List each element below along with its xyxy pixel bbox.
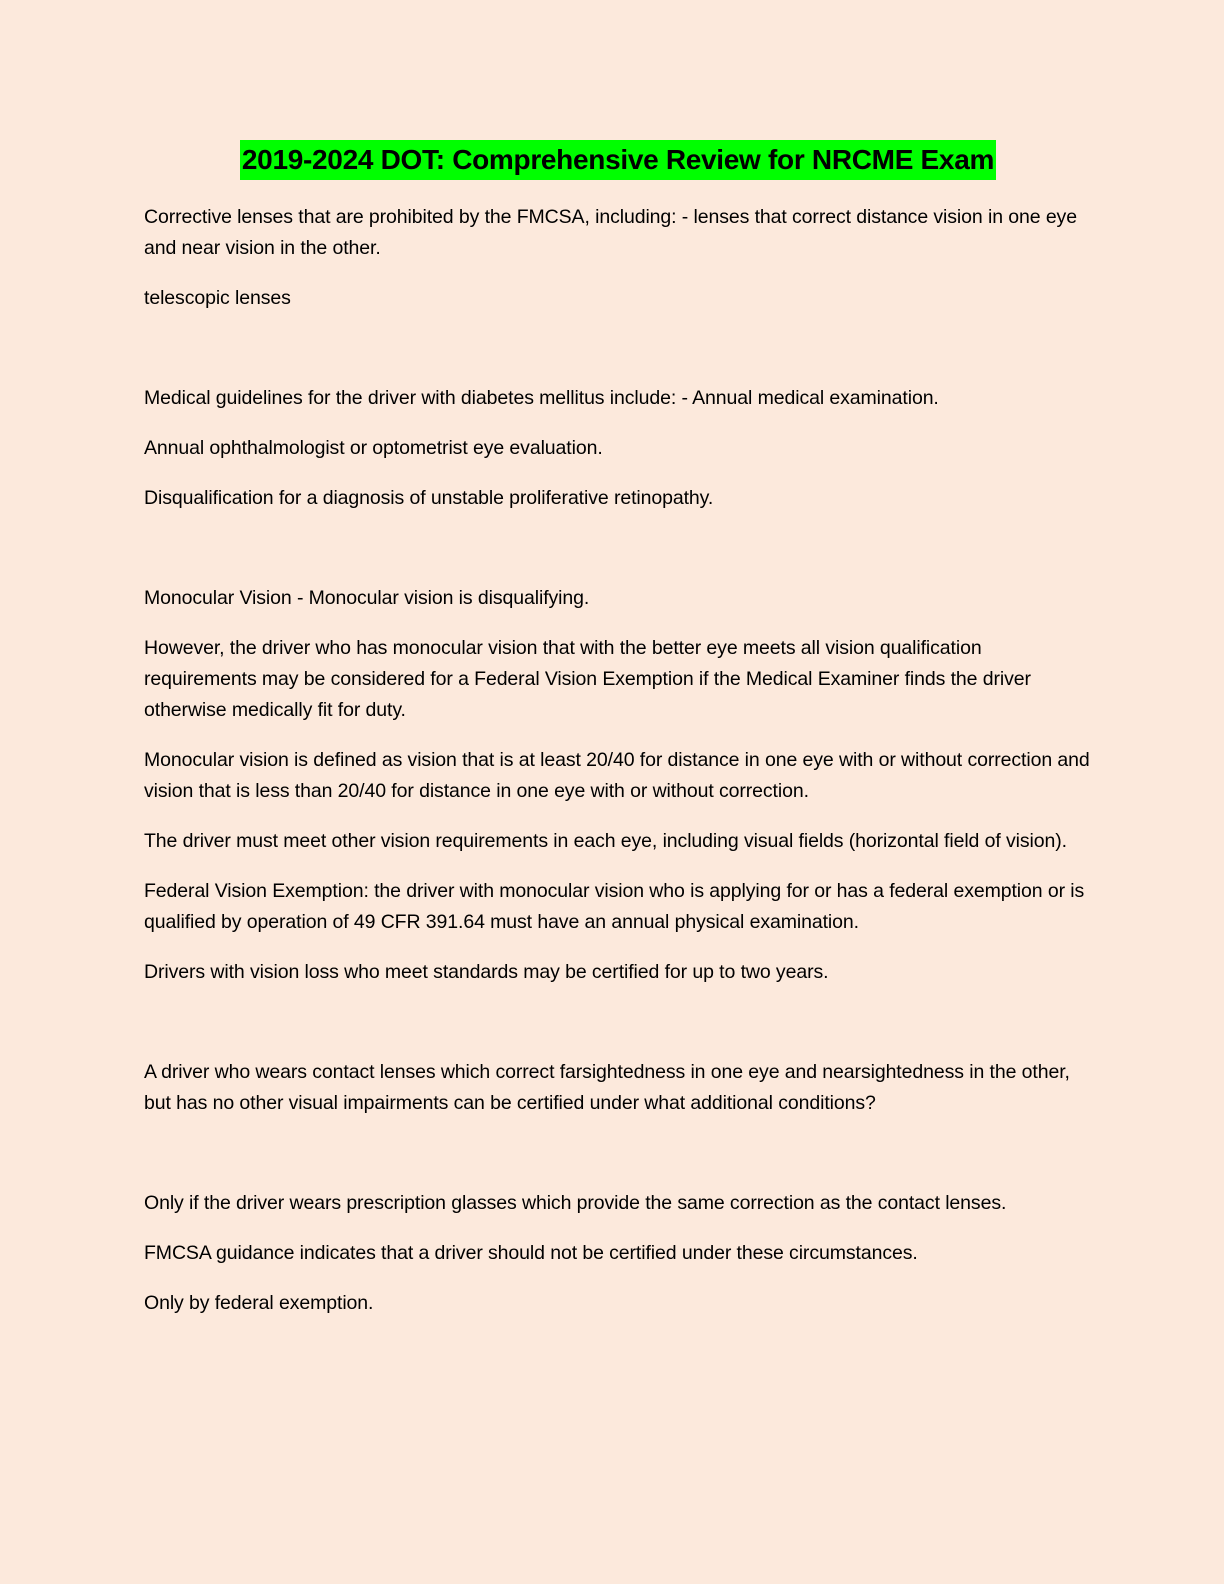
paragraph: Federal Vision Exemption: the driver with monocular vision who is applying for or has a federal exemption or is qualified by operation of 49 CFR 391.64 must have an annual physical examination. xyxy=(144,880,1085,933)
paragraph: Medical guidelines for the driver with diabetes mellitus include: - Annual medical examination. xyxy=(144,387,939,409)
section-spacer xyxy=(144,1138,1092,1188)
question-paragraph: A driver who wears contact lenses which correct farsightedness in one eye and nearsightedness in the other, but has no other visual impairments can be certified under what additional conditions? xyxy=(144,1061,1070,1114)
answer-option: FMCSA guidance indicates that a driver should not be certified under these circumstances. xyxy=(144,1242,918,1264)
paragraph: telescopic lenses xyxy=(144,287,291,309)
section-spacer xyxy=(144,533,1092,583)
paragraph: However, the driver who has monocular vision that with the better eye meets all vision qualification requirements may be considered for a Federal Vision Exemption if the Medical Examiner finds the driver otherwise medically fit for duty. xyxy=(144,637,1031,721)
paragraph: Corrective lenses that are prohibited by the FMCSA, including: - lenses that correct distance vision in one eye and near vision in the other. xyxy=(144,206,1077,259)
document-title: 2019-2024 DOT: Comprehensive Review for NRCME Exam xyxy=(240,140,996,180)
section-spacer xyxy=(144,333,1092,383)
document-page xyxy=(144,140,1092,1338)
paragraph: Drivers with vision loss who meet standards may be certified for up to two years. xyxy=(144,961,829,983)
paragraph: Monocular vision is defined as vision that is at least 20/40 for distance in one eye with or without correction and vision that is less than 20/40 for distance in one eye with or without correction. xyxy=(144,749,1090,802)
title-container xyxy=(144,140,1092,180)
section-spacer xyxy=(144,1007,1092,1057)
answer-option: Only if the driver wears prescription glasses which provide the same correction as the contact lenses. xyxy=(144,1192,1007,1214)
answer-option: Only by federal exemption. xyxy=(144,1292,374,1314)
paragraph: The driver must meet other vision requirements in each eye, including visual fields (horizontal field of vision). xyxy=(144,830,1067,852)
paragraph: Monocular Vision - Monocular vision is disqualifying. xyxy=(144,587,590,609)
paragraph: Disqualification for a diagnosis of unstable proliferative retinopathy. xyxy=(144,487,714,509)
paragraph: Annual ophthalmologist or optometrist eye evaluation. xyxy=(144,437,603,459)
